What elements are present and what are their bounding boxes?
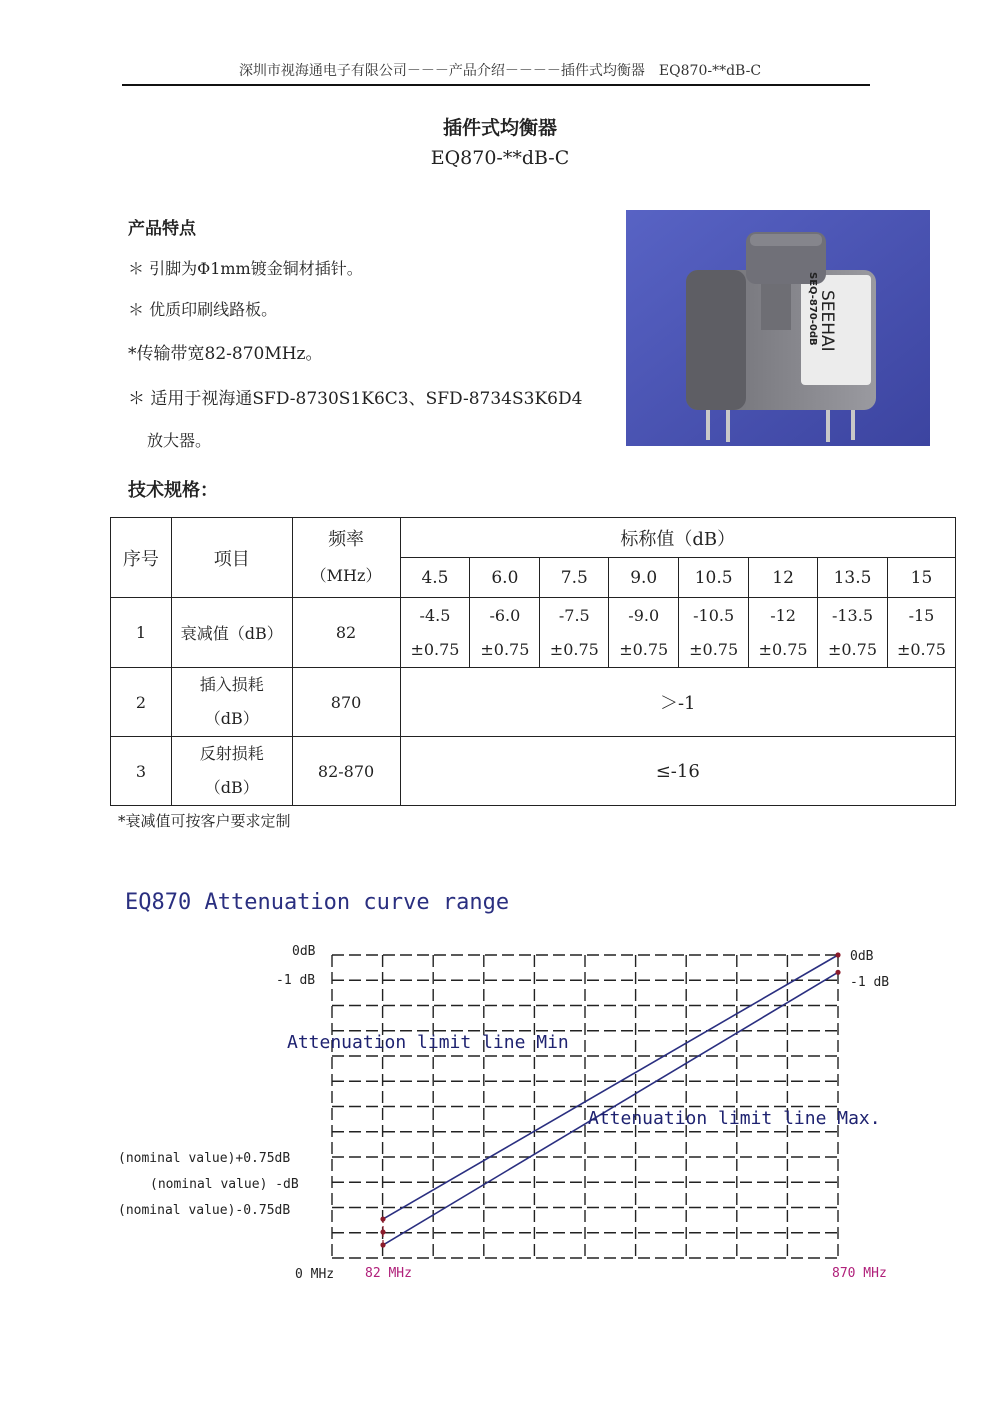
row-unit: （dB） bbox=[204, 709, 259, 728]
attenuation-value: -10.5 bbox=[693, 605, 735, 625]
nominal-value: 6.0 bbox=[470, 558, 540, 598]
table-row bbox=[111, 668, 956, 737]
row-no: 1 bbox=[111, 598, 172, 668]
row-value: ≤-16 bbox=[400, 737, 956, 806]
tolerance: ±0.75 bbox=[410, 639, 460, 659]
series-line bbox=[383, 955, 838, 1219]
tolerance: ±0.75 bbox=[896, 639, 946, 659]
nominal-value: 9.0 bbox=[609, 558, 679, 598]
attenuation-cell bbox=[887, 598, 955, 668]
header-rule bbox=[122, 84, 870, 86]
feature-item: ＊ 引脚为Φ1mm镀金铜材插针。 bbox=[128, 259, 363, 278]
col-header-nominal: 标称值（dB） bbox=[400, 518, 956, 558]
tolerance: ±0.75 bbox=[619, 639, 669, 659]
nominal-value: 7.5 bbox=[540, 558, 609, 598]
row-item: 反射损耗 bbox=[199, 744, 264, 763]
chart-lines bbox=[380, 952, 840, 1247]
product-photo bbox=[626, 210, 930, 446]
nominal-label-mid: (nominal value) -dB bbox=[150, 1177, 299, 1192]
spec-table bbox=[110, 517, 956, 806]
features-heading: 产品特点 bbox=[128, 219, 196, 239]
doc-model: EQ870-**dB-C bbox=[430, 147, 570, 169]
feature-item: 放大器。 bbox=[147, 431, 212, 450]
attenuation-cell bbox=[749, 598, 818, 668]
attenuation-cell bbox=[609, 598, 679, 668]
chart-grid bbox=[332, 955, 838, 1258]
attenuation-value: -15 bbox=[908, 605, 935, 625]
right-label-0db: 0dB bbox=[850, 949, 874, 964]
col-header-item: 项目 bbox=[171, 518, 292, 598]
footnote: *衰减值可按客户要求定制 bbox=[118, 812, 291, 830]
row-item-cell bbox=[171, 737, 292, 806]
row-freq: 82 bbox=[292, 598, 400, 668]
spec-heading: 技术规格： bbox=[128, 480, 218, 501]
x-label-start: 82 MHz bbox=[365, 1266, 412, 1281]
nominal-value: 4.5 bbox=[400, 558, 470, 598]
tolerance: ±0.75 bbox=[758, 639, 808, 659]
row-unit: （dB） bbox=[204, 778, 259, 797]
attenuation-value: -6.0 bbox=[489, 605, 521, 625]
attenuation-cell bbox=[818, 598, 888, 668]
left-label-minus1db: -1 dB bbox=[276, 973, 316, 988]
tolerance: ±0.75 bbox=[480, 639, 530, 659]
table-row bbox=[111, 598, 956, 668]
attenuation-cell bbox=[470, 598, 540, 668]
row-value: ＞-1 bbox=[400, 668, 956, 737]
row-freq: 82-870 bbox=[292, 737, 400, 806]
row-no: 3 bbox=[111, 737, 172, 806]
row-item-cell bbox=[171, 668, 292, 737]
attenuation-cell bbox=[400, 598, 470, 668]
equalizer-illustration bbox=[626, 210, 930, 446]
series-point bbox=[835, 952, 840, 957]
col-header-freq bbox=[292, 518, 400, 598]
table-row bbox=[111, 737, 956, 806]
nominal-label-minus: (nominal value)-0.75dB bbox=[118, 1203, 291, 1218]
nominal-value: 13.5 bbox=[818, 558, 888, 598]
series-label-max: Attenuation limit line Max. bbox=[588, 1108, 881, 1129]
col-header-no: 序号 bbox=[111, 518, 172, 598]
series-label-min: Attenuation limit line Min bbox=[287, 1032, 569, 1053]
feature-item: ＊ 优质印刷线路板。 bbox=[128, 300, 278, 319]
attenuation-chart bbox=[0, 930, 1000, 1290]
row-freq: 870 bbox=[292, 668, 400, 737]
feature-item: *传输带宽82-870MHz。 bbox=[128, 344, 323, 364]
photo-part-text: SEQ-870-0dB bbox=[807, 272, 818, 346]
tolerance: ±0.75 bbox=[689, 639, 739, 659]
attenuation-cell bbox=[679, 598, 749, 668]
col-header-freq-unit: （MHz） bbox=[310, 565, 382, 585]
photo-brand-text: SEEHAI bbox=[817, 290, 837, 352]
attenuation-value: -7.5 bbox=[558, 605, 590, 625]
doc-title: 插件式均衡器 bbox=[442, 117, 557, 139]
nominal-value: 15 bbox=[887, 558, 955, 598]
nominal-label-plus: (nominal value)+0.75dB bbox=[118, 1151, 291, 1166]
row-no: 2 bbox=[111, 668, 172, 737]
nominal-value: 12 bbox=[749, 558, 818, 598]
row-item: 插入损耗 bbox=[199, 675, 264, 694]
nominal-value: 10.5 bbox=[679, 558, 749, 598]
feature-item: ＊ 适用于视海通SFD-8730S1K6C3、SFD-8734S3K6D4 bbox=[128, 389, 583, 409]
series-point bbox=[835, 970, 840, 975]
left-label-0db: 0dB bbox=[292, 944, 316, 959]
attenuation-value: -12 bbox=[770, 605, 796, 625]
attenuation-cell bbox=[540, 598, 609, 668]
col-header-freq-label: 频率 bbox=[328, 528, 365, 550]
attenuation-value: -4.5 bbox=[419, 605, 451, 625]
tolerance: ±0.75 bbox=[827, 639, 877, 659]
right-label-minus1db: -1 dB bbox=[850, 975, 890, 990]
attenuation-value: -9.0 bbox=[628, 605, 660, 625]
chart-title: EQ870 Attenuation curve range bbox=[125, 890, 510, 915]
page-header: 深圳市视海通电子有限公司－－－产品介绍－－－－插件式均衡器 EQ870-**dB-C bbox=[238, 63, 762, 79]
tolerance: ±0.75 bbox=[549, 639, 599, 659]
row-item: 衰减值（dB） bbox=[171, 598, 292, 668]
attenuation-value: -13.5 bbox=[831, 605, 873, 625]
x-label-end: 870 MHz bbox=[832, 1266, 887, 1281]
x-label-origin: 0 MHz bbox=[295, 1267, 335, 1282]
